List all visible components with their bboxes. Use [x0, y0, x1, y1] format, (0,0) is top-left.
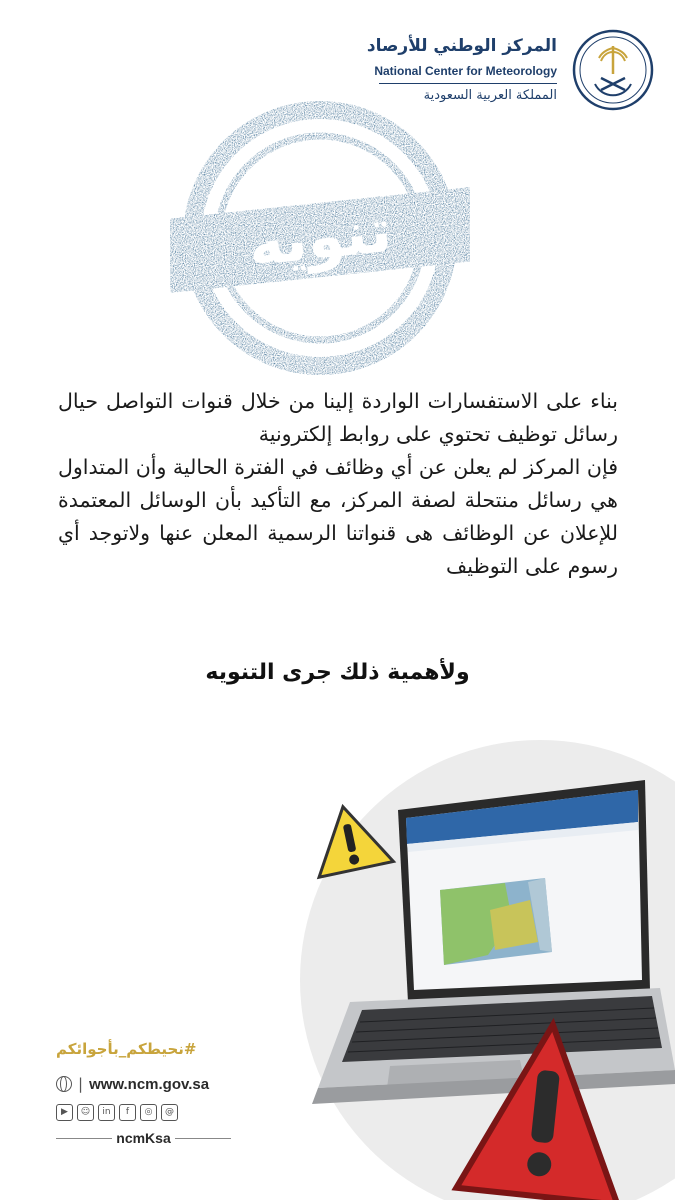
- stamp-title: [170, 100, 470, 375]
- notice-paragraph-1: بناء على الاستفسارات الواردة إلينا من خلال قنوات التواصل حيال رسائل توظيف تحتوي على روابط إلكترونية: [58, 389, 618, 446]
- ncm-emblem-icon: [571, 28, 655, 112]
- handle-line-left: [56, 1138, 112, 1139]
- org-name-english: National Center for Meteorology: [374, 64, 557, 78]
- hashtag: #نحيطكم_بأجوائكم: [56, 1040, 197, 1058]
- notice-conclusion: ولأهمية ذلك جرى التنويه: [205, 660, 470, 685]
- handle-row: [56, 1130, 231, 1146]
- globe-icon: [56, 1076, 72, 1092]
- snapchat-icon[interactable]: ☺: [77, 1104, 94, 1121]
- notice-stamp: [170, 100, 470, 375]
- website-row[interactable]: [56, 1074, 209, 1094]
- social-handle[interactable]: ncmKsa: [116, 1130, 171, 1146]
- instagram-icon[interactable]: ◎: [140, 1104, 157, 1121]
- linkedin-icon[interactable]: in: [98, 1104, 115, 1121]
- notice-body: [58, 385, 618, 583]
- org-name-arabic: المركز الوطني للأرصاد: [366, 36, 557, 56]
- website-link[interactable]: www.ncm.gov.sa: [89, 1075, 210, 1093]
- stamp-title-text: تنويه: [244, 195, 396, 280]
- notice-paragraph-2: فإن المركز لم يعلن عن أي وظائف في الفترة الحالية وأن المتداول هي رسائل منتحلة لصفة المركز، مع التأكيد بأن الوسائل المعتمدة للإعلان عن الوظائف هى قنواتنا الرسمية المعلن عنها ولاتوجد أي رسوم على التوظيف: [58, 455, 618, 578]
- separator: |: [78, 1075, 84, 1093]
- threads-icon[interactable]: @: [161, 1104, 178, 1121]
- country-name: المملكة العربية السعودية: [423, 88, 557, 103]
- header-divider: [379, 83, 557, 84]
- social-icons: [56, 1104, 178, 1121]
- youtube-icon[interactable]: ▶: [56, 1104, 73, 1121]
- handle-line-right: [175, 1138, 231, 1139]
- facebook-icon[interactable]: f: [119, 1104, 136, 1121]
- laptop-warning-illustration-icon: [290, 770, 675, 1200]
